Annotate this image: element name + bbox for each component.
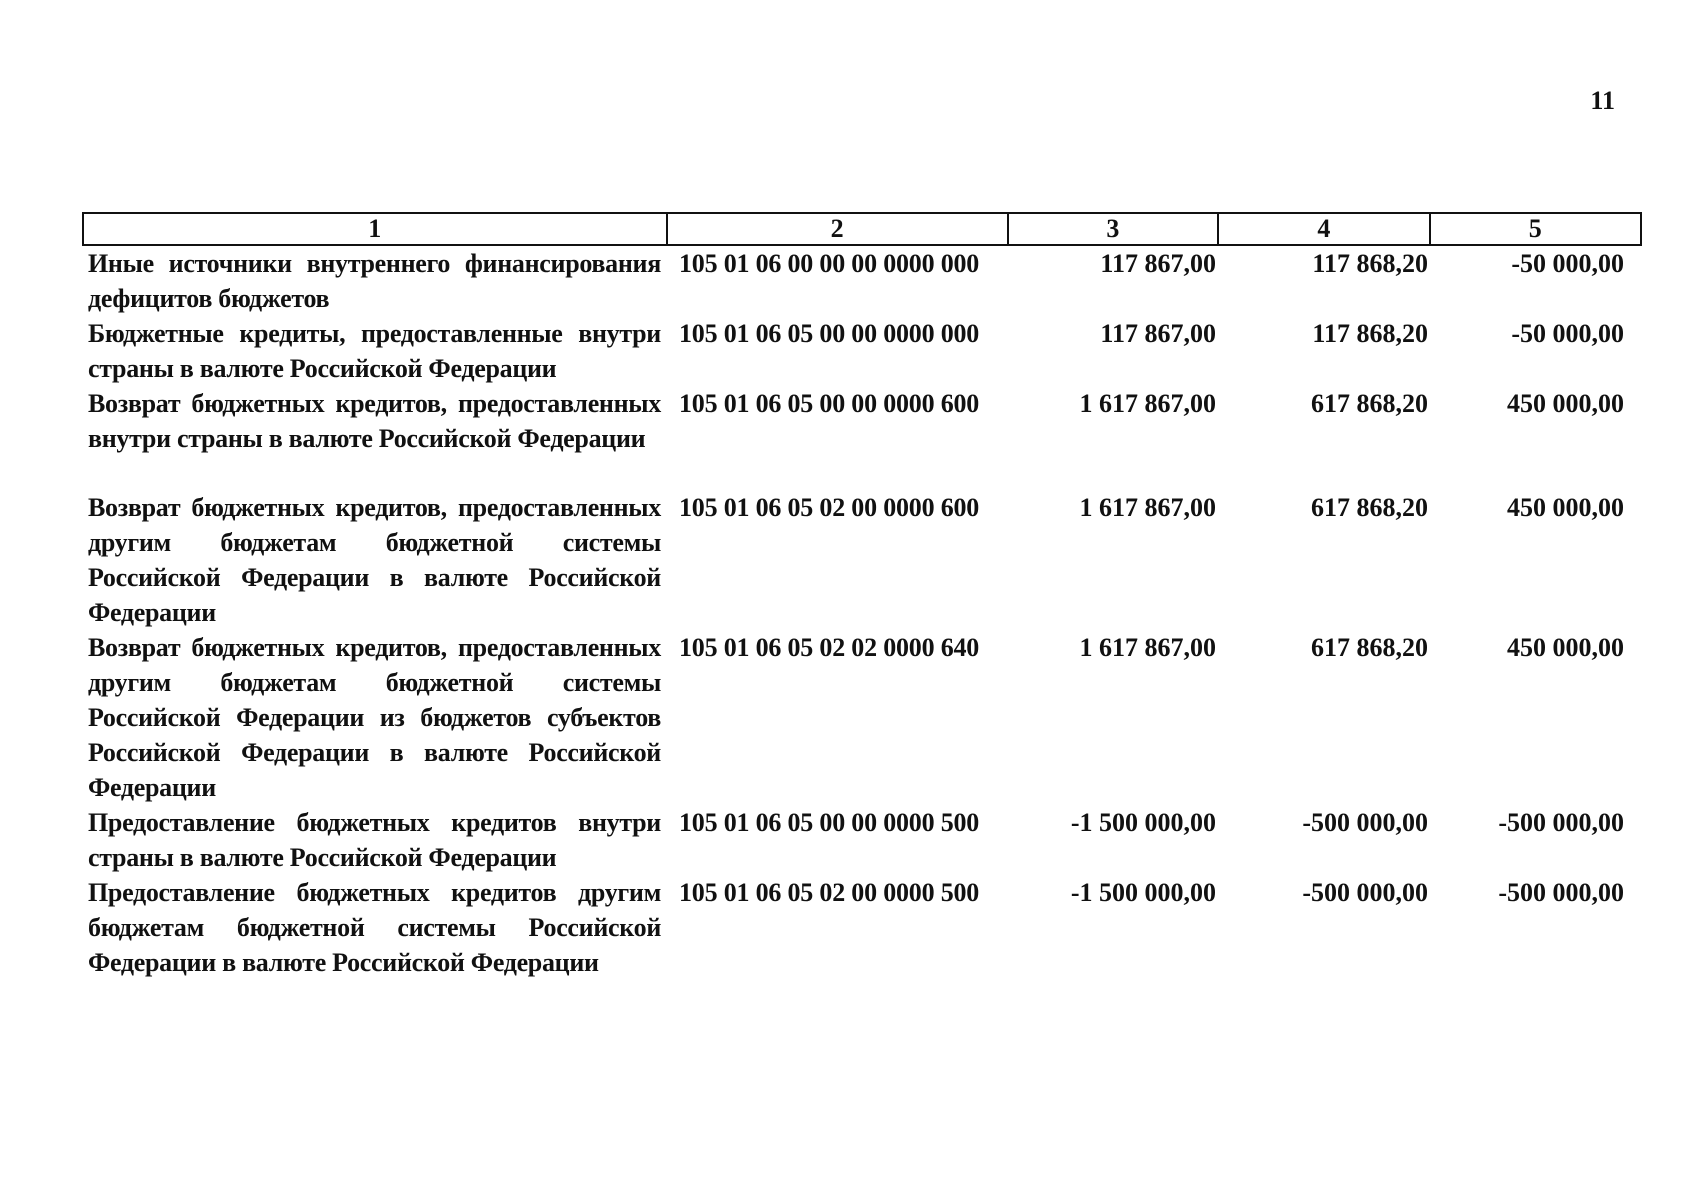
table-row	[82, 316, 1642, 386]
row-code: 105 01 06 05 00 00 0000 000	[679, 319, 980, 348]
row-value-5: -500 000,00	[1498, 878, 1624, 907]
row-name: Возврат бюджетных кредитов, предоставленных внутри страны в валюте Российской Федерации	[88, 389, 661, 453]
row-value-3: 1 617 867,00	[1079, 493, 1216, 522]
row-code: 105 01 06 05 02 02 0000 640	[679, 633, 980, 662]
row-code: 105 01 06 05 00 00 0000 600	[679, 389, 980, 418]
row-value-5: 450 000,00	[1507, 389, 1624, 418]
row-value-3: 117 867,00	[1100, 249, 1216, 278]
column-header-3: 3	[1007, 214, 1217, 244]
row-name: Возврат бюджетных кредитов, предоставленных другим бюджетам бюджетной системы Российской Федерации из бюджетов субъектов Российской Федерации в валюте Российской Федерации	[88, 633, 661, 802]
table-row	[82, 630, 1642, 805]
row-value-3: -1 500 000,00	[1070, 878, 1216, 907]
table-row	[82, 875, 1642, 980]
column-header-1: 1	[368, 214, 382, 243]
row-value-4: 617 868,20	[1311, 633, 1428, 662]
row-value-4: -500 000,00	[1302, 878, 1428, 907]
row-value-5: -500 000,00	[1498, 808, 1624, 837]
table-row	[82, 490, 1642, 630]
row-value-5: -50 000,00	[1511, 319, 1624, 348]
table-row	[82, 246, 1642, 316]
column-header-2: 2	[666, 214, 1007, 244]
row-value-5: 450 000,00	[1507, 633, 1624, 662]
row-value-5: -50 000,00	[1511, 249, 1624, 278]
budget-sources-table	[82, 212, 1642, 980]
row-code: 105 01 06 05 02 00 0000 500	[679, 878, 980, 907]
row-code: 105 01 06 00 00 00 0000 000	[679, 249, 980, 278]
column-header-5: 5	[1429, 214, 1640, 244]
row-name: Возврат бюджетных кредитов, предоставленных другим бюджетам бюджетной системы Российской Федерации в валюте Российской Федерации	[88, 493, 661, 627]
table-row	[82, 805, 1642, 875]
row-value-3: -1 500 000,00	[1070, 808, 1216, 837]
row-value-3: 1 617 867,00	[1079, 389, 1216, 418]
row-value-4: 117 868,20	[1312, 249, 1428, 278]
table-row	[82, 386, 1642, 456]
row-value-3: 1 617 867,00	[1079, 633, 1216, 662]
row-name: Предоставление бюджетных кредитов внутри страны в валюте Российской Федерации	[88, 808, 661, 872]
row-value-3: 117 867,00	[1100, 319, 1216, 348]
row-value-5: 450 000,00	[1507, 493, 1624, 522]
row-name: Бюджетные кредиты, предоставленные внутри страны в валюте Российской Федерации	[88, 319, 661, 383]
page-number: 11	[1590, 86, 1615, 115]
row-value-4: 117 868,20	[1312, 319, 1428, 348]
table-header-row	[82, 212, 1642, 246]
row-code: 105 01 06 05 00 00 0000 500	[679, 808, 980, 837]
row-code: 105 01 06 05 02 00 0000 600	[679, 493, 980, 522]
row-name: Предоставление бюджетных кредитов другим бюджетам бюджетной системы Российской Федерации в валюте Российской Федерации	[88, 878, 661, 977]
row-value-4: 617 868,20	[1311, 493, 1428, 522]
row-name: Иные источники внутреннего финансирования дефицитов бюджетов	[88, 249, 661, 313]
row-value-4: -500 000,00	[1302, 808, 1428, 837]
row-spacer	[82, 456, 1642, 490]
column-header-4: 4	[1217, 214, 1428, 244]
row-value-4: 617 868,20	[1311, 389, 1428, 418]
